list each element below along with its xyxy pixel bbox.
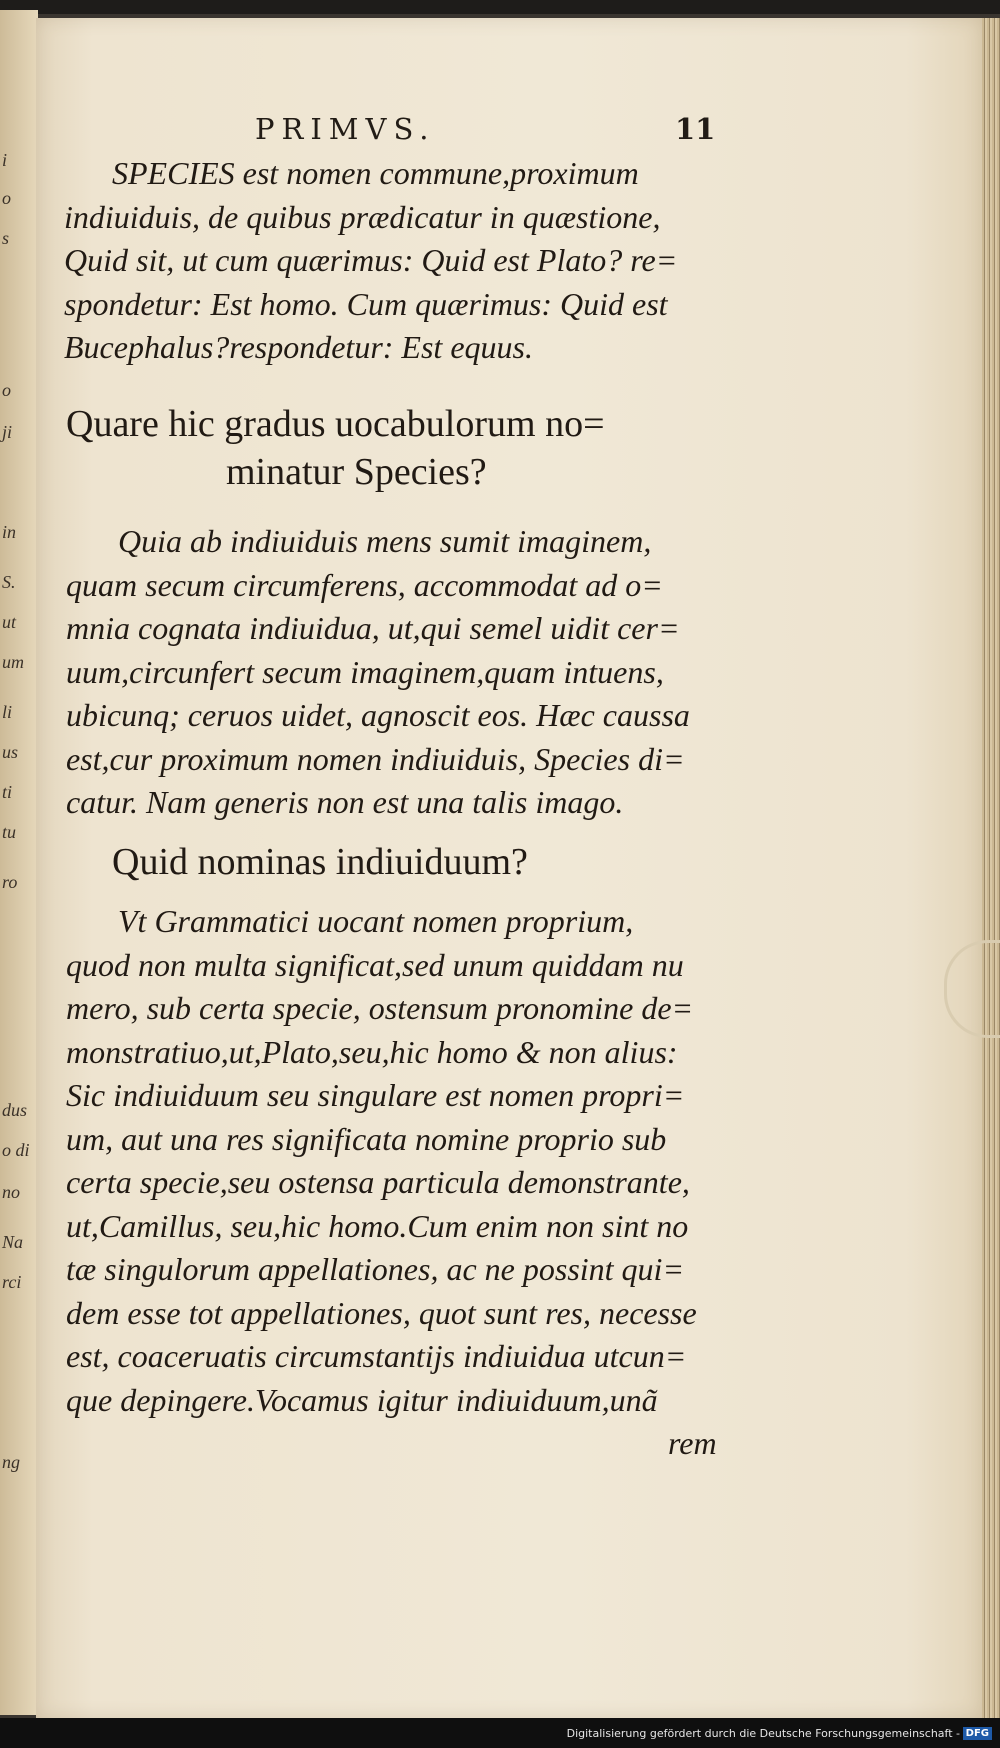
text-line: uum,circunfert secum imaginem,quam intuens, bbox=[66, 653, 664, 690]
catchword: rem bbox=[668, 1425, 717, 1461]
text-line: quod non multa significat,sed unum quiddam nu bbox=[66, 946, 684, 983]
paragraph-species-definition bbox=[0, 152, 1000, 370]
text-line: quam secum circumferens, accommodat ad o= bbox=[66, 566, 663, 603]
text-line: spondetur: Est homo. Cum quærimus: Quid est bbox=[64, 285, 668, 322]
book-top-edge bbox=[0, 0, 1000, 14]
facing-page-fragment: in bbox=[2, 522, 17, 542]
text-line: catur. Nam generis non est una talis imago. bbox=[66, 784, 624, 820]
digitization-credit: Digitalisierung gefördert durch die Deutsche Forschungsgemeinschaft - bbox=[566, 1727, 960, 1740]
question-heading-species bbox=[0, 400, 1000, 496]
facing-page-fragment: us bbox=[2, 742, 19, 762]
text-line: um, aut una res significata nomine proprio sub bbox=[66, 1120, 667, 1157]
text-line: Sic indiuiduum seu singulare est nomen propri= bbox=[66, 1077, 685, 1113]
facing-page-fragment: o bbox=[2, 188, 11, 208]
paragraph-individual-answer bbox=[0, 900, 1000, 1466]
text-line: SPECIES est nomen commune,proximum bbox=[112, 155, 639, 191]
dfg-logo: DFG bbox=[963, 1727, 992, 1740]
heading-line: Quid nominas indiuiduum? bbox=[112, 841, 528, 883]
heading-line: minatur Species? bbox=[226, 451, 487, 493]
facing-page-fragment: rci bbox=[2, 1272, 22, 1292]
facing-page-fragment: ng bbox=[2, 1452, 20, 1472]
text-line: Quid sit, ut cum quærimus: Quid est Plato? re= bbox=[64, 242, 678, 278]
facing-page-fragment: Na bbox=[2, 1232, 24, 1252]
paragraph-species-answer bbox=[0, 520, 1000, 825]
text-line: que depingere.Vocamus igitur indiuiduum,unã bbox=[66, 1381, 658, 1418]
text-line: Quia ab indiuiduis mens sumit imaginem, bbox=[118, 523, 652, 559]
text-line: indiuiduis, de quibus prædicatur in quæstione, bbox=[64, 198, 661, 235]
text-line: mnia cognata indiuidua, ut,qui semel uidit cer= bbox=[66, 610, 680, 646]
facing-page-fragment: ti bbox=[2, 782, 13, 802]
text-line: ubicunq; ceruos uidet, agnoscit eos. Hæc caussa bbox=[66, 697, 690, 733]
facing-page-fragment: o bbox=[2, 380, 11, 400]
facing-page-fragment: no bbox=[2, 1182, 20, 1202]
heading-line: Quare hic gradus uocabulorum no= bbox=[66, 403, 605, 445]
facing-page-fragment: i bbox=[2, 150, 8, 170]
text-line: est,cur proximum nomen indiuiduis, Species di= bbox=[66, 740, 685, 777]
facing-page-fragment: S. bbox=[2, 572, 16, 592]
page-number: 11 bbox=[675, 112, 716, 146]
facing-page-fragment: li bbox=[2, 702, 13, 722]
text-line: certa specie,seu ostensa particula demonstrante, bbox=[66, 1164, 690, 1200]
facing-page-fragment: o di bbox=[2, 1140, 30, 1160]
facing-page-fragment: dus bbox=[2, 1100, 28, 1120]
text-line: dem esse tot appellationes, quot sunt res, necesse bbox=[66, 1294, 697, 1331]
text-line: est, coaceruatis circumstantijs indiuidua utcun= bbox=[66, 1338, 687, 1374]
facing-page-fragment: s bbox=[2, 228, 10, 248]
facing-page-fragment: um bbox=[2, 652, 24, 672]
text-line: mero, sub certa specie, ostensum pronomine de= bbox=[66, 990, 694, 1026]
facing-page-fragment: tu bbox=[2, 822, 17, 842]
text-line: Bucephalus?respondetur: Est equus. bbox=[64, 329, 533, 365]
text-line: tæ singulorum appellationes, ac ne possint qui= bbox=[66, 1251, 685, 1287]
facing-page-fragment: ji bbox=[2, 422, 13, 442]
facing-page-fragment: ro bbox=[2, 872, 18, 892]
facing-page-fragment: ut bbox=[2, 612, 17, 632]
question-heading-individual bbox=[0, 838, 1000, 886]
running-title: PRIMVS. bbox=[255, 112, 436, 146]
text-line: ut,Camillus, seu,hic homo.Cum enim non sint no bbox=[66, 1207, 689, 1244]
text-line: monstratiuo,ut,Plato,seu,hic homo & non alius: bbox=[66, 1033, 678, 1070]
text-line: Vt Grammatici uocant nomen proprium, bbox=[118, 903, 634, 939]
